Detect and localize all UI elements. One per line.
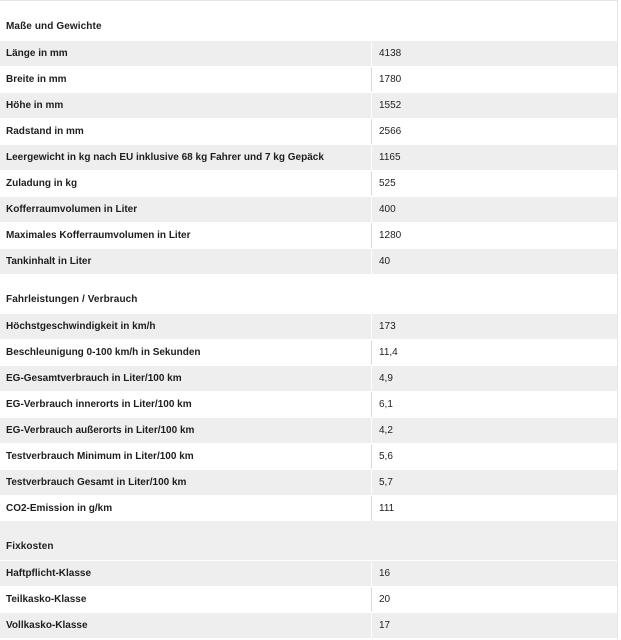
row-value: 525 <box>379 178 396 189</box>
row-value: 5,7 <box>379 477 393 488</box>
row-label: Höchstgeschwindigkeit in km/h <box>6 321 156 332</box>
table-row <box>0 92 617 118</box>
row-value: 6,1 <box>379 399 393 410</box>
row-label: Haftpflicht-Klasse <box>6 568 92 579</box>
column-divider <box>371 223 372 248</box>
row-value: 111 <box>379 503 395 514</box>
table-row <box>0 248 617 274</box>
table-row <box>0 365 617 391</box>
row-value: 1280 <box>379 230 402 241</box>
table-row <box>0 560 617 586</box>
row-value: 17 <box>379 620 391 631</box>
column-divider <box>371 249 372 274</box>
column-divider <box>371 392 372 417</box>
table-row <box>0 222 617 248</box>
row-label: Maximales Kofferraumvolumen in Liter <box>6 230 191 241</box>
column-divider <box>371 41 372 66</box>
section-header <box>0 274 617 313</box>
row-label: Testverbrauch Minimum in Liter/100 km <box>6 451 194 462</box>
section-header <box>0 521 617 560</box>
row-value: 400 <box>379 204 396 215</box>
row-label: Radstand in mm <box>6 126 84 137</box>
row-label: EG-Verbrauch außerorts in Liter/100 km <box>6 425 195 436</box>
row-value: 1780 <box>379 74 402 85</box>
row-label: Höhe in mm <box>6 100 64 111</box>
table-row <box>0 612 617 638</box>
table-row <box>0 495 617 521</box>
table-row <box>0 313 617 339</box>
column-divider <box>371 314 372 339</box>
column-divider <box>371 197 372 222</box>
row-label: Beschleunigung 0-100 km/h in Sekunden <box>6 347 201 358</box>
section-title: Fixkosten <box>6 541 54 552</box>
column-divider <box>371 340 372 365</box>
column-divider <box>371 444 372 469</box>
column-divider <box>371 93 372 118</box>
row-label: Leergewicht in kg nach EU inklusive 68 kg Fahrer und 7 kg Gepäck <box>6 152 324 163</box>
row-label: EG-Gesamtverbrauch in Liter/100 km <box>6 373 182 384</box>
table-row <box>0 196 617 222</box>
column-divider <box>371 470 372 495</box>
row-label: Tankinhalt in Liter <box>6 256 92 267</box>
table-row <box>0 391 617 417</box>
column-divider <box>371 496 372 521</box>
column-divider <box>371 366 372 391</box>
table-row <box>0 417 617 443</box>
column-divider <box>371 587 372 612</box>
table-row <box>0 443 617 469</box>
row-value: 1552 <box>379 100 402 111</box>
table-row <box>0 170 617 196</box>
row-label: Breite in mm <box>6 74 67 85</box>
row-label: Testverbrauch Gesamt in Liter/100 km <box>6 477 187 488</box>
row-label: Zuladung in kg <box>6 178 78 189</box>
row-value: 16 <box>379 568 391 579</box>
column-divider <box>371 613 372 638</box>
row-value: 11,4 <box>379 347 398 358</box>
row-value: 1165 <box>379 152 401 163</box>
row-label: EG-Verbrauch innerorts in Liter/100 km <box>6 399 192 410</box>
row-value: 2566 <box>379 126 402 137</box>
row-label: Vollkasko-Klasse <box>6 620 88 631</box>
table-row <box>0 144 617 170</box>
row-value: 4,9 <box>379 373 393 384</box>
table-row <box>0 118 617 144</box>
column-divider <box>371 418 372 443</box>
table-row <box>0 339 617 365</box>
column-divider <box>371 67 372 92</box>
row-value: 4138 <box>379 48 402 59</box>
row-value: 4,2 <box>379 425 393 436</box>
table-row <box>0 469 617 495</box>
table-row <box>0 66 617 92</box>
row-label: Kofferraumvolumen in Liter <box>6 204 138 215</box>
column-divider <box>371 119 372 144</box>
table-row <box>0 40 617 66</box>
section-title: Fahrleistungen / Verbrauch <box>6 294 138 305</box>
row-label: Teilkasko-Klasse <box>6 594 87 605</box>
row-value: 173 <box>379 321 396 332</box>
row-label: Länge in mm <box>6 48 68 59</box>
row-value: 5,6 <box>379 451 393 462</box>
row-value: 40 <box>379 256 391 267</box>
section-title: Maße und Gewichte <box>6 21 102 32</box>
section-header <box>0 1 617 40</box>
column-divider <box>371 171 372 196</box>
table-row <box>0 586 617 612</box>
row-value: 20 <box>379 594 391 605</box>
row-label: CO2-Emission in g/km <box>6 503 113 514</box>
column-divider <box>371 561 372 586</box>
column-divider <box>371 145 372 170</box>
